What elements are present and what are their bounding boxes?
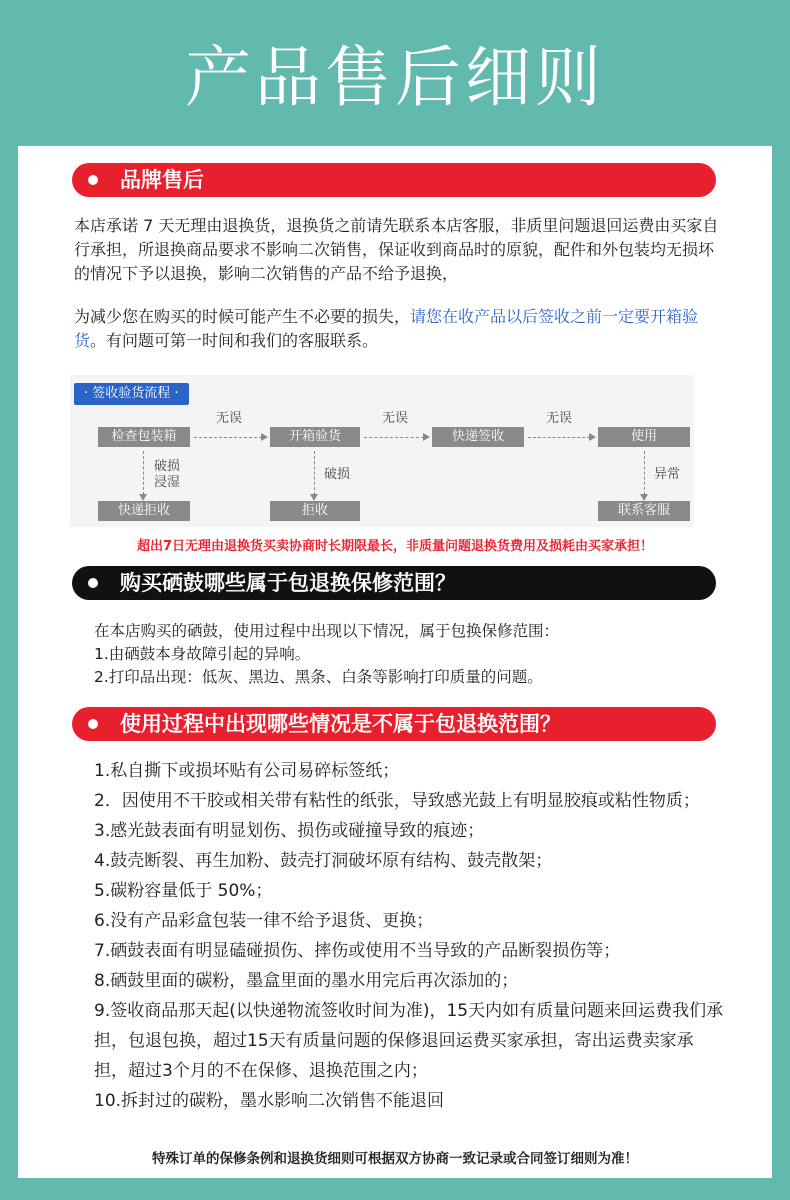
exclusion-item: 6.没有产品彩盒包装一律不给予退货、更换；: [94, 911, 434, 931]
coverage-header: [72, 566, 716, 600]
flow-step-open-inspect: 开箱验货: [270, 427, 360, 447]
exclusion-item: 3.感光鼓表面有明显划伤、损伤或碰撞导致的痕迹；: [94, 821, 485, 841]
flow-result-contact-service: 联系客服: [598, 501, 690, 521]
exclusion-item: 5.碳粉容量低于 50%；: [94, 881, 273, 901]
exclusion-item: 9.签收商品那天起(以快递物流签收时间为准)，15天内如有质量问题来回运费我们承担，包退包换，超过15天有质量问题的保修退回运费买家承担，寄出运费卖家承担，超过3个月的不在保修、退换范围之内；: [94, 1001, 724, 1081]
flow-arrow-right-icon: [528, 437, 590, 438]
inspection-advice-paragraph: [74, 305, 724, 353]
flow-branch-label-2: 破损: [324, 467, 351, 482]
flow-step-check-box: 检查包装箱: [98, 427, 190, 447]
exclusion-item: 2．因使用不干胶或相关带有粘性的纸张，导致感光鼓上有明显胶痕或粘性物质；: [94, 791, 700, 811]
advice-highlight: 请您在收产品以后签收之前一定要开箱验货: [74, 307, 699, 350]
flow-arrow-down-icon: [143, 451, 144, 495]
flow-result-express-reject: 快递拒收: [98, 501, 190, 521]
exclusion-item: 7.硒鼓表面有明显磕碰损伤、摔伤或使用不当导致的产品断裂损伤等；: [94, 941, 621, 961]
brand-policy-paragraph: 本店承诺 7 天无理由退换货，退换货之前请先联系本店客服，非质里问题退回运费由买家自行承担，所退换商品要求不影响二次销售，保证收到商品时的原貌，配件和外包装均无损坏的情况下予以退换，影响二次销售的产品不给予退换，: [74, 216, 719, 283]
flow-arrow-right-icon: [194, 437, 262, 438]
coverage-line: 1.由硒鼓本身故障引起的异响。: [94, 645, 311, 663]
flow-ok-label-3: 无误: [546, 411, 573, 426]
flow-result-reject: 拒收: [270, 501, 360, 521]
flow-arrow-down-icon: [314, 451, 315, 495]
page-title: 产品售后细则: [185, 39, 605, 116]
exclusion-item: 8.硒鼓里面的碳粉，墨盒里面的墨水用完后再次添加的；: [94, 971, 519, 991]
warning-text: 超出7日无理由退换货买卖协商时长期限最长，非质量问题退换货费用及损耗由买家承担！: [136, 539, 654, 554]
coverage-line: 2.打印品出现：低灰、黑边、黑条、白条等影响打印质量的问题。: [94, 668, 543, 686]
bullet-icon: [88, 175, 98, 185]
brand-aftersales-title: 品牌售后: [120, 168, 204, 192]
coverage-list: [94, 620, 714, 689]
exclusion-list: [94, 756, 724, 1116]
coverage-title: 购买硒鼓哪些属于包退换保修范围？: [120, 571, 456, 595]
brand-aftersales-header: [72, 163, 716, 197]
advice-text: 为减少您在购买的时候可能产生不必要的损失，: [74, 307, 411, 326]
exclusion-item: 1.私自撕下或损坏贴有公司易碎标签纸；: [94, 761, 400, 781]
flow-arrow-down-icon: [644, 451, 645, 495]
flow-ok-label-2: 无误: [382, 411, 409, 426]
exclusion-title: 使用过程中出现哪些情况是不属于包退换范围？: [120, 712, 561, 736]
flow-tag: · 签收验货流程 ·: [74, 383, 189, 405]
exclusion-header: [72, 707, 716, 741]
flow-ok-label-1: 无误: [216, 411, 243, 426]
flow-arrow-right-icon: [364, 437, 424, 438]
bullet-icon: [88, 719, 98, 729]
footer-note: 特殊订单的保修条例和退换货细则可根据双方协商一致记录或合同签订细则为准！: [152, 1151, 638, 1167]
coverage-line: 在本店购买的硒鼓，使用过程中出现以下情况，属于包换保修范围：: [94, 622, 560, 640]
flow-branch-label-3: 异常: [654, 467, 681, 482]
flow-step-use: 使用: [598, 427, 690, 447]
flow-branch-label-1: 破损 浸湿: [154, 459, 181, 490]
bullet-icon: [88, 578, 98, 588]
receipt-inspection-flow: [70, 375, 694, 527]
exclusion-item: 4.鼓壳断裂、再生加粉、鼓壳打洞破坏原有结构、鼓壳散架；: [94, 851, 553, 871]
exclusion-item: 10.拆封过的碳粉，墨水影响二次销售不能退回: [94, 1091, 445, 1111]
flow-step-sign: 快递签收: [432, 427, 524, 447]
advice-suffix: 。有问题可第一时间和我们的客服联系。: [90, 331, 379, 350]
